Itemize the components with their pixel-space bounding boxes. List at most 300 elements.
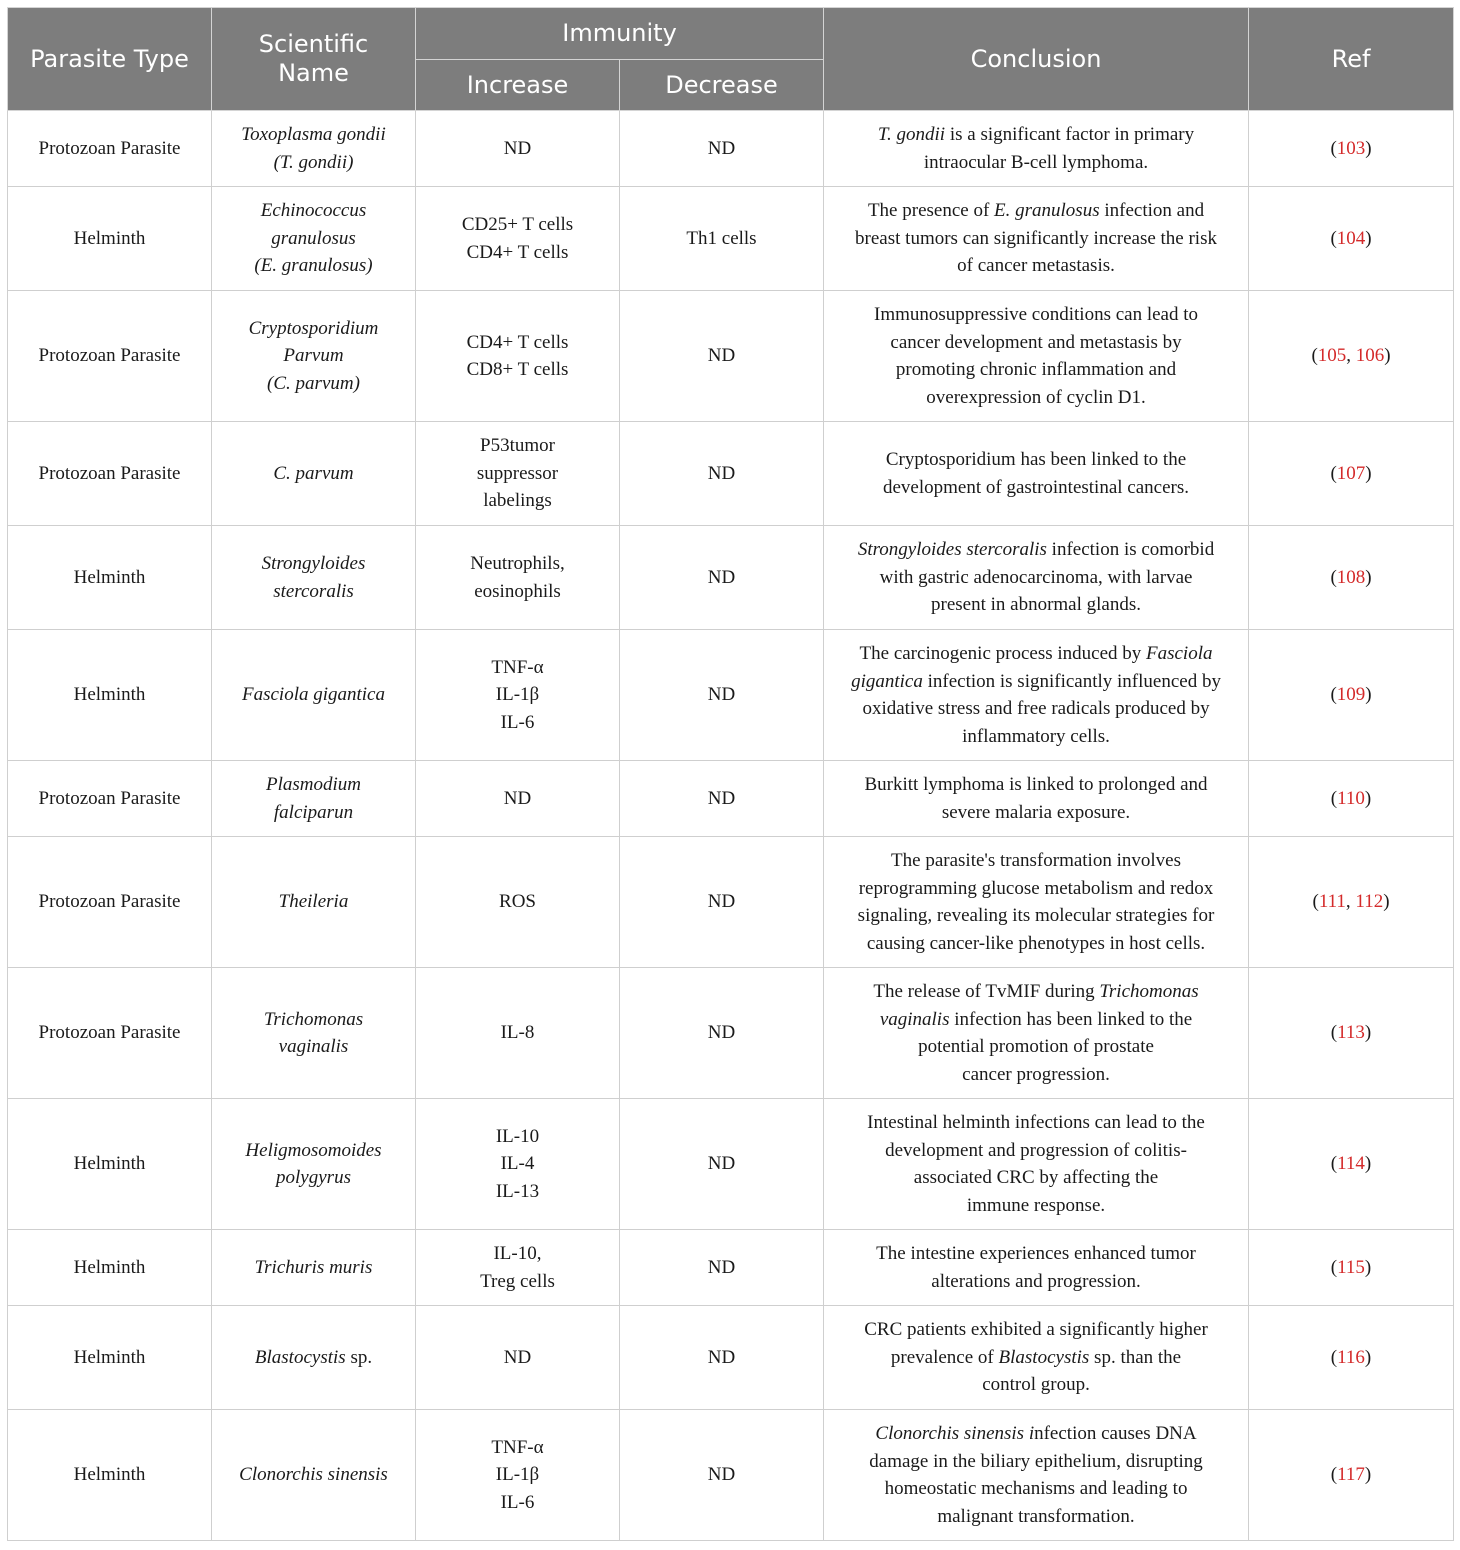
scientific-name-text: Plasmodium: [266, 774, 361, 795]
conclusion-text: intraocular B-cell lymphoma.: [923, 151, 1149, 173]
ref-paren-open: (: [1312, 891, 1319, 913]
scientific-name-line: [222, 121, 405, 149]
cell-conclusion: [824, 1099, 1249, 1230]
increase-line: ROS: [499, 891, 536, 913]
ref-paren-close: ): [1365, 137, 1372, 159]
scientific-name-line: [222, 460, 405, 488]
cell-immunity-decrease: [620, 1230, 824, 1306]
increase-line: eosinophils: [474, 580, 561, 602]
cell-immunity-decrease: [620, 1410, 824, 1541]
conclusion-text: Blastocystis: [998, 1346, 1090, 1368]
table-row: [8, 187, 1454, 291]
scientific-name-line: [222, 1033, 405, 1061]
cell-immunity-increase: [416, 1410, 620, 1541]
conclusion-line: [834, 384, 1238, 412]
cell-scientific-name: [212, 111, 416, 187]
ref-paren-close: ): [1364, 1256, 1372, 1278]
conclusion-text: of cancer metastasis.: [957, 255, 1115, 277]
ref-link[interactable]: 114: [1337, 1153, 1365, 1175]
ref-paren-open: (: [1330, 787, 1338, 809]
decrease-line: ND: [707, 787, 736, 809]
scientific-name-line: [222, 315, 405, 343]
cell-ref: [1249, 187, 1454, 291]
cell-immunity-decrease: [620, 630, 824, 761]
ref-link[interactable]: 108: [1336, 566, 1366, 588]
increase-line: IL-1β: [495, 1464, 540, 1486]
cell-scientific-name: [212, 1230, 416, 1306]
decrease-line: ND: [707, 1153, 736, 1175]
conclusion-text: causing cancer-like phenotypes in host cells.: [866, 932, 1206, 954]
cell-parasite-type: Protozoan Parasite: [8, 837, 212, 968]
increase-line: CD4+ T cells: [466, 241, 569, 263]
conclusion-line: [834, 902, 1238, 930]
scientific-name-text: vaginalis: [278, 1036, 349, 1057]
table-row: [8, 526, 1454, 630]
ref-paren-close: ): [1365, 227, 1372, 249]
ref-link[interactable]: 107: [1336, 462, 1366, 484]
ref-paren-open: (: [1330, 462, 1337, 484]
cell-parasite-type: Helminth: [8, 187, 212, 291]
conclusion-line: [834, 1164, 1238, 1192]
scientific-name-text: Fasciola gigantica: [241, 684, 385, 706]
cell-parasite-type: Helminth: [8, 1410, 212, 1541]
cell-immunity-decrease: [620, 761, 824, 837]
cell-ref: [1249, 1230, 1454, 1306]
ref-paren-open: (: [1330, 1022, 1338, 1044]
conclusion-line: [834, 1006, 1238, 1034]
conclusion-line: [834, 1268, 1238, 1296]
conclusion-text: gigantica: [851, 670, 923, 692]
conclusion-line: [834, 978, 1238, 1006]
cell-conclusion: [824, 1410, 1249, 1541]
table-row: [8, 111, 1454, 187]
increase-line: labelings: [483, 490, 552, 512]
ref-separator: ,: [1346, 345, 1356, 367]
ref-link[interactable]: 111: [1318, 891, 1346, 913]
increase-line: Neutrophils,: [470, 553, 565, 574]
scientific-name-text: Clonorchis sinensis: [239, 1464, 388, 1486]
cell-conclusion: [824, 111, 1249, 187]
cell-scientific-name: [212, 968, 416, 1099]
conclusion-line: [834, 446, 1238, 474]
table-row: [8, 968, 1454, 1099]
cell-parasite-type: Protozoan Parasite: [8, 422, 212, 526]
cell-ref: [1249, 630, 1454, 761]
table-container: [7, 7, 1453, 1541]
ref-paren-open: (: [1330, 566, 1337, 588]
conclusion-line: [834, 930, 1238, 958]
conclusion-text: immune response.: [966, 1194, 1106, 1216]
increase-line: IL-13: [495, 1180, 540, 1202]
scientific-name-line: [222, 888, 405, 916]
conclusion-text: vaginalis: [879, 1008, 950, 1030]
scientific-name-text: falciparun: [273, 801, 354, 823]
increase-line: IL-8: [500, 1022, 535, 1044]
scientific-name-line: [222, 225, 405, 253]
ref-paren-close: ): [1383, 891, 1390, 913]
cell-immunity-decrease: [620, 422, 824, 526]
scientific-name-text: stercoralis: [273, 580, 354, 602]
cell-conclusion: [824, 761, 1249, 837]
cell-scientific-name: [212, 1306, 416, 1410]
table-header: [8, 8, 1454, 111]
increase-line: CD8+ T cells: [466, 359, 569, 380]
cell-scientific-name: [212, 526, 416, 630]
ref-link[interactable]: 105: [1317, 345, 1347, 367]
increase-line: TNF-α: [491, 1436, 544, 1458]
conclusion-line: [834, 1371, 1238, 1399]
conclusion-text: infection is comorbid: [1046, 539, 1215, 561]
cell-immunity-decrease: [620, 526, 824, 630]
conclusion-line: [834, 875, 1238, 903]
header-scientific-name-line2: Name: [278, 59, 349, 87]
scientific-name-line: [222, 681, 405, 709]
conclusion-line: [834, 1033, 1238, 1061]
conclusion-line: [834, 1240, 1238, 1268]
ref-paren-close: ): [1365, 566, 1372, 588]
scientific-name-line: [222, 370, 405, 398]
conclusion-text: E. granulosus: [994, 200, 1100, 222]
cell-parasite-type: Helminth: [8, 1099, 212, 1230]
conclusion-line: [834, 695, 1238, 723]
scientific-name-line: [222, 578, 405, 606]
cell-ref: [1249, 1099, 1454, 1230]
cell-immunity-increase: [416, 526, 620, 630]
ref-paren-open: (: [1330, 684, 1337, 706]
conclusion-line: [834, 1137, 1238, 1165]
table-row: [8, 1410, 1454, 1541]
cell-conclusion: [824, 630, 1249, 761]
conclusion-line: [834, 474, 1238, 502]
scientific-name-line: [222, 1137, 405, 1165]
header-ref: Ref: [1249, 8, 1454, 111]
scientific-name-text: sp.: [345, 1346, 373, 1368]
scientific-name-text: Parvum: [283, 345, 344, 367]
cell-ref: [1249, 526, 1454, 630]
conclusion-text: cancer development and metastasis by: [890, 331, 1182, 353]
increase-line: suppressor: [476, 462, 559, 484]
header-scientific-name-line1: Scientific: [258, 30, 369, 58]
conclusion-line: [834, 1344, 1238, 1372]
increase-line: IL-4: [500, 1153, 535, 1175]
ref-paren-open: (: [1330, 1256, 1338, 1278]
cell-scientific-name: [212, 1410, 416, 1541]
scientific-name-text: Heligmosomoides: [245, 1139, 382, 1161]
conclusion-line: [834, 1109, 1238, 1137]
cell-immunity-increase: [416, 1306, 620, 1410]
decrease-line: ND: [707, 891, 736, 913]
cell-immunity-decrease: [620, 968, 824, 1099]
scientific-name-line: [222, 252, 405, 280]
header-immunity: Immunity: [416, 8, 824, 60]
conclusion-text: The release of TvMIF during: [873, 981, 1100, 1002]
conclusion-text: Trichomonas: [1099, 981, 1199, 1002]
conclusion-text: is a significant factor in primary: [945, 124, 1195, 145]
scientific-name-text: polygyrus: [276, 1167, 351, 1188]
table-row: [8, 1230, 1454, 1306]
scientific-name-line: [222, 342, 405, 370]
ref-link[interactable]: 103: [1336, 137, 1366, 159]
increase-line: IL-6: [500, 711, 535, 733]
conclusion-line: [834, 197, 1238, 225]
conclusion-line: [834, 668, 1238, 696]
scientific-name-text: Trichuris muris: [254, 1256, 373, 1278]
table-row: [8, 630, 1454, 761]
cell-scientific-name: [212, 291, 416, 422]
cell-immunity-decrease: [620, 187, 824, 291]
cell-ref: [1249, 1410, 1454, 1541]
conclusion-text: with gastric adenocarcinoma, with larvae: [879, 566, 1193, 588]
conclusion-text: infection and: [1099, 200, 1205, 222]
conclusion-text: development and progression of colitis-: [885, 1139, 1187, 1161]
ref-link[interactable]: 109: [1336, 684, 1366, 706]
scientific-name-line: [222, 1164, 405, 1192]
increase-line: P53tumor: [480, 435, 555, 457]
cell-conclusion: [824, 968, 1249, 1099]
conclusion-text: malignant transformation.: [937, 1505, 1135, 1527]
conclusion-line: [834, 1192, 1238, 1220]
ref-link[interactable]: 115: [1337, 1256, 1365, 1278]
conclusion-text: reprogramming glucose metabolism and redox: [858, 877, 1214, 899]
ref-paren-close: ): [1384, 345, 1391, 367]
ref-paren-open: (: [1330, 1464, 1338, 1486]
ref-paren-open: (: [1311, 345, 1318, 367]
conclusion-line: [834, 149, 1238, 177]
conclusion-text: homeostatic mechanisms and leading to: [884, 1478, 1188, 1499]
conclusion-text: The presence of: [867, 200, 995, 222]
cell-immunity-increase: [416, 968, 620, 1099]
conclusion-text: overexpression of cyclin D1.: [926, 386, 1146, 408]
cell-conclusion: [824, 1306, 1249, 1410]
ref-separator: ,: [1345, 891, 1356, 913]
conclusion-line: [834, 591, 1238, 619]
cell-ref: [1249, 111, 1454, 187]
conclusion-line: [834, 640, 1238, 668]
ref-link[interactable]: 110: [1337, 787, 1365, 809]
cell-parasite-type: Helminth: [8, 1230, 212, 1306]
cell-scientific-name: [212, 1099, 416, 1230]
conclusion-text: inflammatory cells.: [962, 725, 1110, 747]
conclusion-text: signaling, revealing its molecular strategies for: [857, 905, 1215, 926]
header-conclusion: Conclusion: [824, 8, 1249, 111]
header-increase: Increase: [416, 60, 620, 111]
ref-link[interactable]: 117: [1337, 1464, 1365, 1486]
cell-parasite-type: Helminth: [8, 1306, 212, 1410]
cell-ref: [1249, 968, 1454, 1099]
cell-parasite-type: Protozoan Parasite: [8, 968, 212, 1099]
decrease-line: ND: [707, 1256, 736, 1278]
cell-parasite-type: Protozoan Parasite: [8, 291, 212, 422]
conclusion-text: potential promotion of prostate: [918, 1036, 1154, 1057]
increase-line: CD4+ T cells: [466, 331, 569, 353]
scientific-name-line: [222, 1006, 405, 1034]
cell-immunity-increase: [416, 837, 620, 968]
decrease-line: ND: [707, 462, 736, 484]
conclusion-line: [834, 252, 1238, 280]
scientific-name-line: [222, 799, 405, 827]
increase-line: CD25+ T cells: [461, 214, 574, 235]
ref-paren-close: ): [1365, 684, 1372, 706]
cell-immunity-increase: [416, 291, 620, 422]
decrease-line: ND: [707, 1464, 736, 1486]
conclusion-text: promoting chronic inflammation and: [895, 359, 1177, 380]
scientific-name-text: (C. parvum): [267, 372, 360, 394]
conclusion-text: control group.: [982, 1374, 1090, 1396]
decrease-line: ND: [707, 1346, 736, 1368]
conclusion-text: cancer progression.: [962, 1063, 1110, 1085]
increase-line: ND: [503, 1346, 532, 1368]
conclusion-text: Cryptosporidium has been linked to the: [885, 449, 1187, 470]
cell-conclusion: [824, 837, 1249, 968]
conclusion-line: [834, 1316, 1238, 1344]
cell-conclusion: [824, 526, 1249, 630]
conclusion-line: [834, 301, 1238, 329]
scientific-name-text: Toxoplasma gondii: [241, 124, 386, 145]
cell-ref: [1249, 422, 1454, 526]
conclusion-text: prevalence of: [890, 1346, 999, 1368]
cell-immunity-increase: [416, 111, 620, 187]
cell-parasite-type: Protozoan Parasite: [8, 111, 212, 187]
increase-line: Treg cells: [480, 1270, 555, 1292]
table-row: [8, 1306, 1454, 1410]
cell-ref: [1249, 761, 1454, 837]
ref-paren-close: ): [1364, 1022, 1372, 1044]
increase-line: IL-6: [500, 1491, 535, 1513]
conclusion-text: alterations and progression.: [931, 1270, 1141, 1292]
cell-immunity-decrease: [620, 291, 824, 422]
scientific-name-line: [222, 149, 405, 177]
conclusion-line: [834, 536, 1238, 564]
conclusion-line: [834, 847, 1238, 875]
scientific-name-text: Strongyloides: [261, 553, 366, 574]
conclusion-text: Burkitt lymphoma is linked to prolonged and: [864, 774, 1208, 795]
cell-immunity-increase: [416, 630, 620, 761]
table-row: [8, 837, 1454, 968]
cell-immunity-increase: [416, 422, 620, 526]
cell-immunity-decrease: [620, 111, 824, 187]
conclusion-text: breast tumors can significantly increase the risk: [855, 227, 1217, 249]
table-row: [8, 1099, 1454, 1230]
conclusion-text: Fasciola: [1146, 643, 1213, 664]
ref-paren-open: (: [1330, 227, 1337, 249]
conclusion-text: oxidative stress and free radicals produced by: [862, 698, 1210, 719]
conclusion-text: The parasite's transformation involves: [891, 850, 1181, 871]
cell-immunity-increase: [416, 1099, 620, 1230]
ref-paren-open: (: [1330, 137, 1337, 159]
cell-conclusion: [824, 291, 1249, 422]
ref-link[interactable]: 116: [1337, 1346, 1365, 1368]
scientific-name-text: Theileria: [278, 891, 349, 913]
conclusion-text: Immunosuppressive conditions can lead to: [874, 304, 1199, 325]
header-decrease: Decrease: [620, 60, 824, 111]
header-scientific-name: [212, 8, 416, 111]
ref-paren-close: ): [1365, 462, 1372, 484]
ref-link[interactable]: 112: [1355, 891, 1384, 913]
cell-scientific-name: [212, 422, 416, 526]
table-row: [8, 761, 1454, 837]
cell-immunity-increase: [416, 761, 620, 837]
ref-paren-close: ): [1364, 1464, 1372, 1486]
conclusion-line: [834, 771, 1238, 799]
ref-paren-open: (: [1330, 1346, 1338, 1368]
cell-immunity-increase: [416, 1230, 620, 1306]
conclusion-text: CRC patients exhibited a significantly higher: [864, 1319, 1208, 1341]
scientific-name-line: [222, 550, 405, 578]
cell-immunity-decrease: [620, 1099, 824, 1230]
table-row: [8, 291, 1454, 422]
increase-line: TNF-α: [491, 656, 544, 678]
conclusion-text: T. gondii: [877, 124, 946, 145]
cell-ref: [1249, 1306, 1454, 1410]
conclusion-text: nfection causes DNA: [1034, 1423, 1197, 1444]
scientific-name-line: [222, 1461, 405, 1489]
conclusion-text: The carcinogenic process induced by: [859, 643, 1146, 664]
scientific-name-text: Cryptosporidium: [248, 317, 379, 339]
scientific-name-text: Trichomonas: [263, 1008, 364, 1030]
conclusion-line: [834, 1503, 1238, 1531]
conclusion-text: associated CRC by affecting the: [913, 1167, 1159, 1188]
conclusion-text: Intestinal helminth infections can lead to the: [867, 1112, 1205, 1133]
scientific-name-text: Echinococcus: [260, 200, 367, 222]
scientific-name-text: C. parvum: [273, 462, 354, 484]
conclusion-line: [834, 723, 1238, 751]
conclusion-line: [834, 799, 1238, 827]
increase-line: ND: [503, 137, 532, 159]
conclusion-line: [834, 121, 1238, 149]
cell-ref: [1249, 837, 1454, 968]
conclusion-text: severe malaria exposure.: [941, 801, 1131, 823]
conclusion-text: The intestine experiences enhanced tumor: [876, 1243, 1196, 1264]
table-row: [8, 422, 1454, 526]
cell-parasite-type: Helminth: [8, 630, 212, 761]
ref-link[interactable]: 106: [1355, 345, 1385, 367]
header-parasite-type: Parasite Type: [8, 8, 212, 111]
increase-line: IL-10: [495, 1125, 540, 1147]
cell-immunity-decrease: [620, 1306, 824, 1410]
cell-scientific-name: [212, 761, 416, 837]
increase-line: IL-1β: [495, 684, 540, 706]
conclusion-line: [834, 564, 1238, 592]
table-body: [8, 111, 1454, 1541]
scientific-name-text: (T. gondii): [273, 151, 354, 173]
decrease-line: ND: [707, 345, 736, 367]
conclusion-line: [834, 1448, 1238, 1476]
scientific-name-text: granulosus: [271, 227, 356, 249]
ref-link[interactable]: 113: [1337, 1022, 1365, 1044]
cell-immunity-decrease: [620, 837, 824, 968]
conclusion-text: infection is significantly influenced by: [922, 670, 1221, 692]
ref-link[interactable]: 104: [1336, 227, 1366, 249]
conclusion-text: Clonorchis sinensis i: [875, 1423, 1035, 1444]
ref-paren-close: ): [1364, 1153, 1372, 1175]
conclusion-text: infection has been linked to the: [949, 1008, 1193, 1030]
ref-paren-close: ): [1364, 1346, 1372, 1368]
conclusion-text: sp. than the: [1089, 1346, 1182, 1368]
cell-parasite-type: Helminth: [8, 526, 212, 630]
cell-conclusion: [824, 187, 1249, 291]
conclusion-line: [834, 1061, 1238, 1089]
conclusion-line: [834, 329, 1238, 357]
conclusion-text: development of gastrointestinal cancers.: [883, 476, 1190, 498]
conclusion-text: damage in the biliary epithelium, disrupting: [869, 1450, 1203, 1472]
cell-ref: [1249, 291, 1454, 422]
decrease-line: ND: [707, 1022, 736, 1044]
ref-paren-close: ): [1364, 787, 1372, 809]
scientific-name-text: (E. granulosus): [254, 255, 373, 277]
increase-line: IL-10,: [493, 1243, 542, 1264]
conclusion-line: [834, 225, 1238, 253]
conclusion-line: [834, 356, 1238, 384]
